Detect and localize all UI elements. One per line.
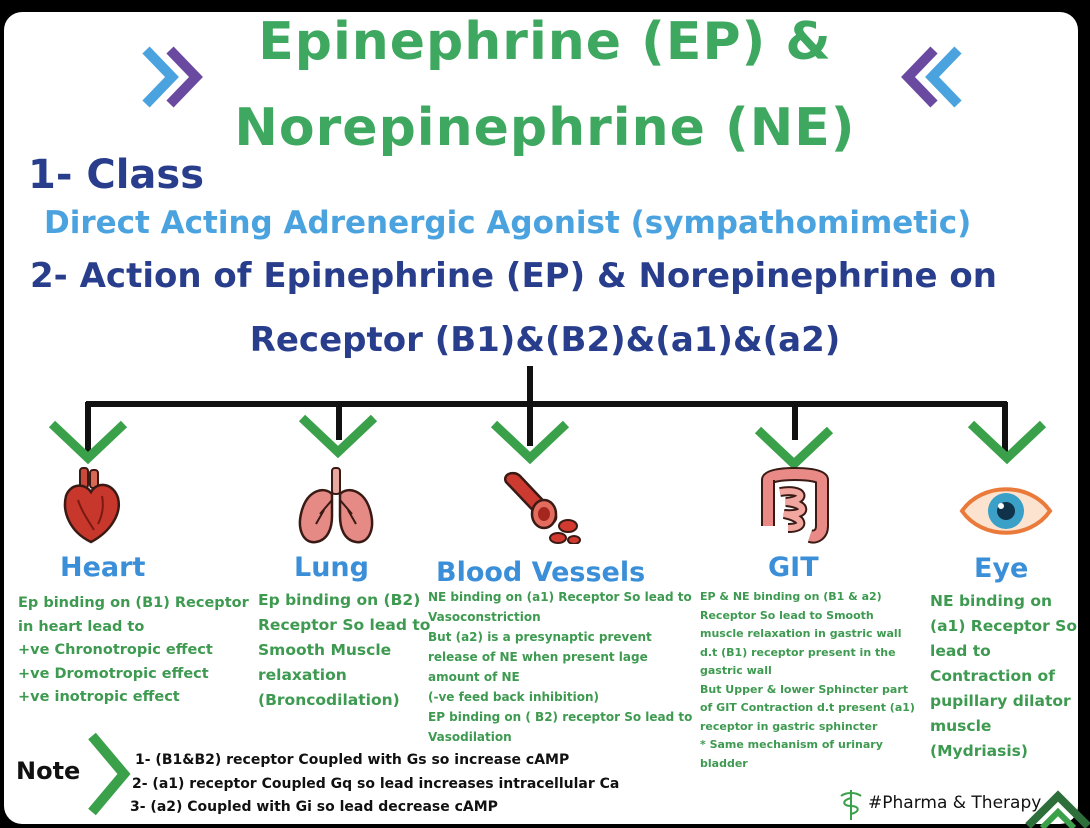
organ-title-eye: Eye <box>974 553 1029 584</box>
lung-line: Smooth Muscle <box>258 641 392 659</box>
git-line: EP & NE binding on (B1 & a2) <box>700 590 882 603</box>
git-line: bladder <box>700 756 748 770</box>
section-1-heading: 1- Class <box>28 152 205 198</box>
eye-line: NE binding on <box>930 592 1053 610</box>
double-chevron-right-icon <box>140 44 204 110</box>
organ-title-lung: Lung <box>294 552 369 583</box>
heart-line: +ve Chronotropic effect <box>18 642 213 658</box>
corner-chevron-icon <box>1024 786 1090 828</box>
organ-title-blood-vessels: Blood Vessels <box>436 557 646 588</box>
git-line: receptor in gastric sphincter <box>700 719 878 733</box>
git-line: of GIT Contraction d.t present (a1) <box>700 701 915 714</box>
heart-line: in heart lead to <box>18 618 145 635</box>
blood-vessel-icon <box>498 468 584 544</box>
eye-line: (a1) Receptor So <box>930 617 1077 635</box>
heart-line: +ve Dromotropic effect <box>18 665 209 682</box>
lung-line: relaxation <box>258 666 347 684</box>
lung-line: (Broncodilation) <box>258 691 400 709</box>
lung-line: Receptor So lead to <box>258 616 431 634</box>
intestine-icon <box>758 466 832 546</box>
git-line: * Same mechanism of urinary <box>700 738 883 751</box>
note-chevron-icon <box>86 730 134 818</box>
vessels-line: release of NE when present lage <box>428 650 648 664</box>
chevron-down-icon <box>965 418 1049 466</box>
vessels-line: amount of NE <box>428 670 520 684</box>
vessels-line: But (a2) is a presynaptic prevent <box>428 630 652 644</box>
caduceus-icon <box>838 788 864 822</box>
lungs-icon <box>294 466 378 550</box>
note-item: 2- (a1) receptor Coupled Gq so lead increases intracellular Ca <box>132 776 620 792</box>
git-description <box>700 588 915 773</box>
note-label: Note <box>16 757 81 785</box>
vessels-line: (-ve feed back inhibition) <box>428 690 599 704</box>
note-item: 3- (a2) Coupled with Gi so lead decrease cAMP <box>130 799 498 815</box>
eye-line: (Mydriasis) <box>930 742 1028 760</box>
git-line: But Upper & lower Sphincter part <box>700 682 909 696</box>
brand-label: #Pharma & Therapy <box>868 793 1042 813</box>
git-line: Receptor So lead to Smooth <box>700 608 874 622</box>
chevron-down-icon <box>296 412 380 460</box>
class-description: Direct Acting Adrenergic Agonist (sympathomimetic) <box>44 205 972 241</box>
eye-line: Contraction of <box>930 667 1055 685</box>
heart-line: Ep binding on (B1) Receptor <box>18 595 249 611</box>
receptor-heading: Receptor (B1)&(B2)&(a1)&(a2) <box>249 320 841 360</box>
organ-title-git: GIT <box>768 552 819 583</box>
eye-line: muscle <box>930 717 992 735</box>
heart-icon <box>58 466 124 546</box>
lung-line: Ep binding on (B2) <box>258 591 421 609</box>
vessels-line: NE binding on (a1) Receptor So lead to <box>428 590 692 604</box>
title-line-2: Norepinephrine (NE) <box>234 98 856 158</box>
lung-description <box>258 588 430 713</box>
git-line: gastric wall <box>700 664 772 677</box>
eye-description <box>930 589 1077 764</box>
vessels-line: Vasodilation <box>428 730 512 744</box>
eye-icon <box>958 478 1054 544</box>
vessels-line: Vasoconstriction <box>428 610 541 624</box>
chevron-down-icon <box>752 424 836 472</box>
chevron-down-icon <box>46 418 130 466</box>
heart-description <box>18 592 249 710</box>
vessels-line: EP binding on ( B2) receptor So lead to <box>428 710 693 724</box>
blood-vessels-description <box>428 587 692 747</box>
organ-title-heart: Heart <box>60 552 146 583</box>
chevron-down-icon <box>488 418 572 466</box>
section-2-heading: 2- Action of Epinephrine (EP) & Norepinephrine on <box>30 256 997 296</box>
note-item: 1- (B1&B2) receptor Coupled with Gs so increase cAMP <box>135 752 570 768</box>
eye-line: lead to <box>930 642 991 660</box>
eye-line: pupillary dilator <box>930 692 1071 710</box>
heart-line: +ve inotropic effect <box>18 689 180 705</box>
title-line-1: Epinephrine (EP) & <box>258 12 832 72</box>
git-line: muscle relaxation in gastric wall <box>700 627 902 640</box>
double-chevron-left-icon <box>900 44 964 110</box>
git-line: d.t (B1) receptor present in the <box>700 645 896 659</box>
